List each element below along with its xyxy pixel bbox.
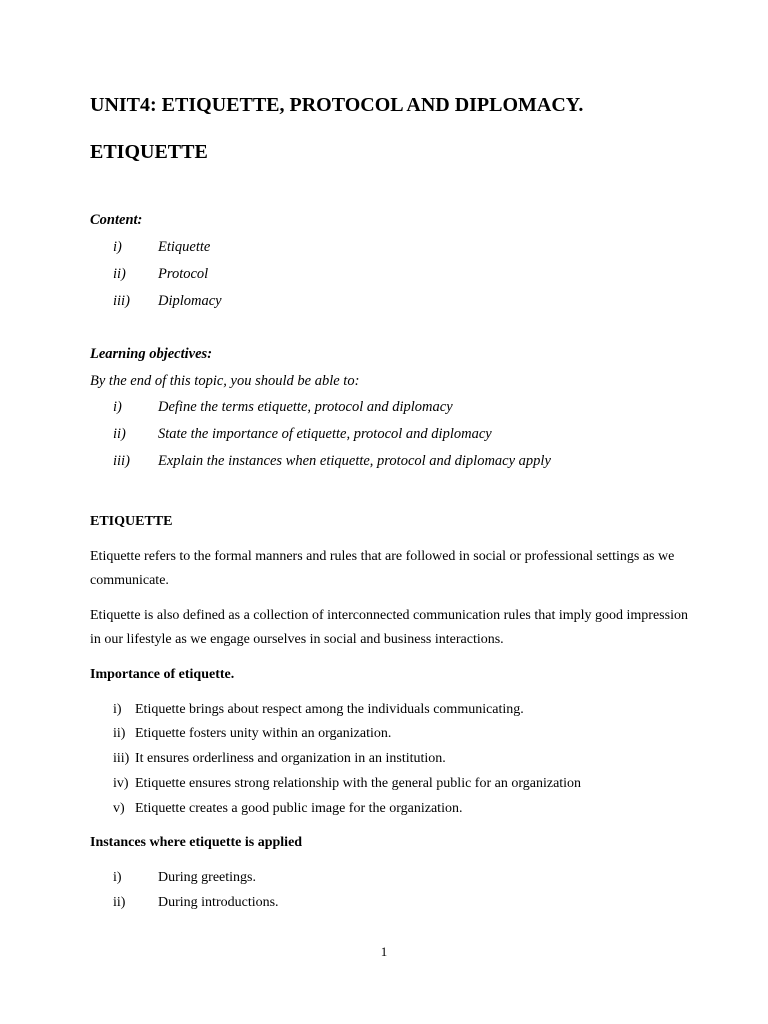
importance-item-text: It ensures orderliness and organization in an institution. [135,751,446,766]
content-heading: Content: [90,212,143,228]
objective-item-text: Explain the instances when etiquette, protocol and diplomacy apply [158,453,551,469]
objectives-intro: By the end of this topic, you should be able to: [90,373,360,389]
importance-item-number: iv) [113,776,129,791]
importance-item-text: Etiquette ensures strong relationship with the general public for an organization [135,776,582,791]
importance-item-number: iii) [113,751,130,766]
objective-item-text: Define the terms etiquette, protocol and diplomacy [158,399,453,415]
etiquette-alt-definition-paragraph: Etiquette is also defined as a collection of interconnected communication rules that imply good impression in our lifestyle as we engage ourselves in social and business interactions. [90,608,688,647]
content-item-text: Diplomacy [158,293,222,309]
content-item-number: ii) [113,266,126,282]
objective-item-number: iii) [113,453,130,469]
instance-item-number: i) [113,870,122,885]
importance-item-number: i) [113,702,122,717]
section-title: ETIQUETTE [90,141,208,163]
content-item-text: Etiquette [158,239,211,255]
etiquette-heading: ETIQUETTE [90,514,173,529]
importance-item-text: Etiquette brings about respect among the individuals communicating. [135,702,524,717]
content-item-number: iii) [113,293,130,309]
instance-item-number: ii) [113,895,126,910]
importance-heading: Importance of etiquette. [90,667,235,682]
importance-item-text: Etiquette creates a good public image for the organization. [135,801,463,816]
page-number: 1 [380,944,388,959]
importance-item-number: v) [113,801,125,816]
content-item-number: i) [113,239,122,255]
importance-item-text: Etiquette fosters unity within an organization. [135,726,392,741]
objective-item-text: State the importance of etiquette, protocol and diplomacy [158,426,492,442]
instance-item-text: During introductions. [158,895,279,910]
content-item-text: Protocol [158,266,209,282]
objective-item-number: i) [113,399,122,415]
objective-item-number: ii) [113,426,126,442]
importance-item-number: ii) [113,726,126,741]
objectives-heading: Learning objectives: [90,346,213,362]
instances-heading: Instances where etiquette is applied [90,835,303,850]
etiquette-definition-paragraph: Etiquette refers to the formal manners and rules that are followed in social or professional settings as we communicate. [90,549,675,588]
unit-title: UNIT4: ETIQUETTE, PROTOCOL AND DIPLOMACY. [90,94,584,116]
instance-item-text: During greetings. [158,870,256,885]
